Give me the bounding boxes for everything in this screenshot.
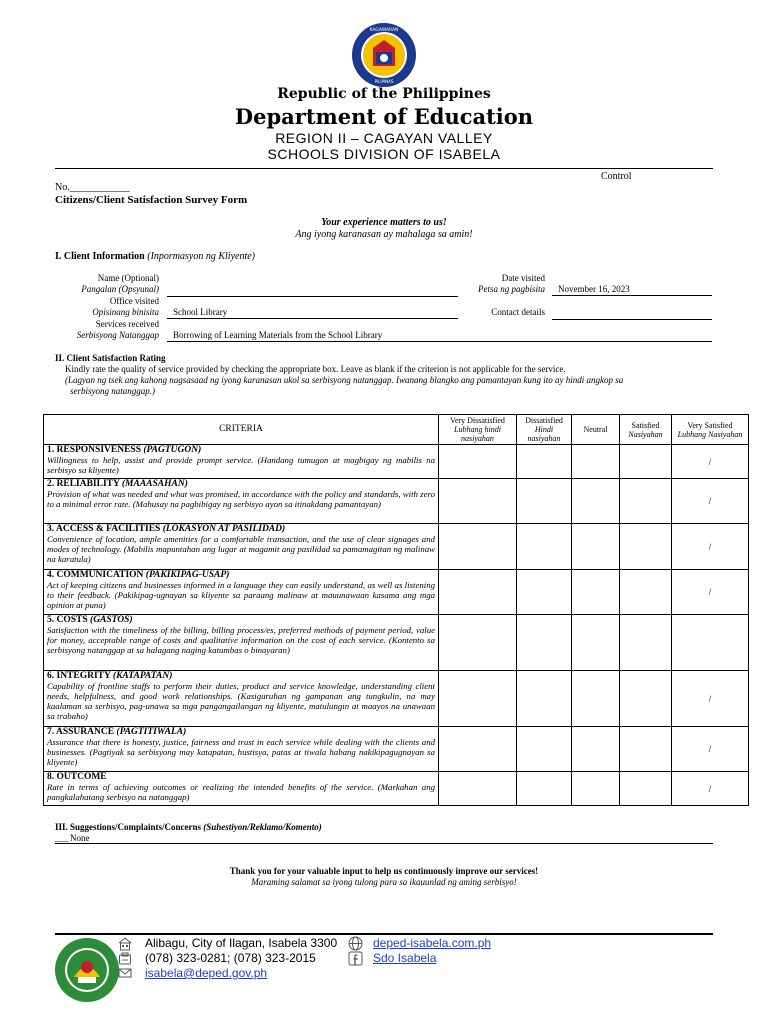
services-label-filipino: Serbisyong Natanggap	[76, 330, 159, 340]
suggestions-value[interactable]: None	[70, 833, 90, 843]
footer-divider	[55, 933, 713, 935]
check-cell[interactable]	[517, 671, 572, 727]
department-heading: Department of Education	[234, 104, 534, 129]
check-cell[interactable]	[439, 479, 517, 524]
col-very-dissatisfied: Very Dissatisfied Lubhang hindi nasiyahan	[439, 415, 517, 445]
check-cell[interactable]	[620, 445, 672, 479]
tagline-filipino: Ang iyong karanasan ay mahalaga sa amin!	[295, 229, 473, 240]
check-cell[interactable]	[439, 570, 517, 615]
check-cell[interactable]	[517, 570, 572, 615]
section2-instruction-filipino-cont: serbisyong natanggap.)	[70, 386, 155, 396]
date-label: Date visited	[501, 273, 545, 283]
table-row: 2. RELIABILITY (MAAASAHAN) Provision of what was needed and what was promised, in accordance with the policy and standards, with zero to a minimal error rate. (Mahusay na pagbibigay ng serbisyo ayon sa itinakdang pamantayan) /	[44, 479, 749, 524]
republic-heading: Republic of the Philippines	[277, 86, 491, 102]
check-cell[interactable]	[620, 524, 672, 570]
check-cell[interactable]	[439, 615, 517, 671]
check-cell[interactable]: /	[672, 570, 749, 615]
date-field[interactable]: November 16, 2023	[552, 284, 712, 296]
section1-title: I. Client Information (Inpormasyon ng Kliyente)	[55, 251, 255, 262]
sdo-isabela-seal-icon	[54, 937, 120, 1003]
check-cell[interactable]: /	[672, 524, 749, 570]
mail-icon	[118, 966, 132, 980]
header-divider	[55, 168, 713, 169]
section3-title: III. Suggestions/Complaints/Concerns (Suhestiyon/Reklamo/Komento)	[55, 822, 322, 832]
tagline: Your experience matters to us!	[321, 217, 447, 228]
table-row: 8. OUTCOME Rate in terms of achieving outcomes or realizing the intended benefits of the service. (Markahan ang pangkalahatang serbisyo na natanggap) /	[44, 772, 749, 806]
form-title: Citizens/Client Satisfaction Survey Form	[55, 194, 248, 206]
check-cell[interactable]	[439, 727, 517, 772]
col-very-satisfied: Very Satisfied Lubhang Nasiyahan	[672, 415, 749, 445]
section2-title: II. Client Satisfaction Rating	[55, 353, 166, 363]
facebook-icon	[348, 951, 363, 966]
check-cell[interactable]	[572, 570, 620, 615]
check-cell[interactable]	[517, 727, 572, 772]
footer-address: Alibagu, City of Ilagan, Isabela 3300	[145, 936, 338, 950]
check-cell[interactable]	[620, 479, 672, 524]
services-field[interactable]: Borrowing of Learning Materials from the School Library	[167, 330, 712, 342]
office-field[interactable]: School Library	[167, 307, 458, 319]
check-cell[interactable]	[572, 479, 620, 524]
section2-instruction: Kindly rate the quality of service provided by checking the appropriate box. Leave as blank if the criterion is not applicable for the service.	[65, 364, 566, 374]
division-heading: SCHOOLS DIVISION OF ISABELA	[267, 146, 501, 162]
check-cell[interactable]	[620, 772, 672, 806]
contact-label: Contact details	[491, 307, 545, 317]
footer-email-link[interactable]: isabela@deped.gov.ph	[145, 966, 268, 980]
check-cell[interactable]	[439, 445, 517, 479]
footer-phone: (078) 323-0281; (078) 323-2015	[145, 951, 316, 965]
rating-table-header	[44, 415, 749, 445]
check-cell[interactable]: /	[672, 445, 749, 479]
region-heading: REGION II – CAGAYAN VALLEY	[275, 130, 493, 146]
check-cell[interactable]	[517, 445, 572, 479]
deped-seal-icon	[351, 22, 417, 88]
check-cell[interactable]	[517, 524, 572, 570]
check-cell[interactable]	[620, 570, 672, 615]
check-cell[interactable]	[572, 615, 620, 671]
name-label: Name (Optional)	[97, 273, 159, 283]
check-cell[interactable]	[672, 615, 749, 671]
check-cell[interactable]	[517, 479, 572, 524]
table-row: 5. COSTS (GASTOS) Satisfaction with the timeliness of the billing, billing process/es, preferred methods of payment period, value for money, acceptable range of costs and qualitative information on the cost of each service. (Kontento sa serbisyong natanggap at sa halagang naging katumbas o binayaran)	[44, 615, 749, 671]
check-cell[interactable]	[572, 445, 620, 479]
check-cell[interactable]	[572, 727, 620, 772]
col-satisfied: Satisfied Nasiyahan	[620, 415, 672, 445]
check-cell[interactable]: /	[672, 727, 749, 772]
rating-table	[43, 414, 749, 806]
thank-you-text: Thank you for your valuable input to help us continuously improve our services!	[229, 866, 539, 876]
footer-website-link[interactable]: deped-isabela.com.ph	[373, 936, 492, 950]
table-row: 3. ACCESS & FACILITIES (LOKASYON AT PASILIDAD) Convenience of location, ample amenities for a comfortable transaction, and the use of clear signages and modes of technology. (Mabilis mapuntahan ang lugar at magamit ang pasilidad sa pamamagitan ng malinaw na karatula) /	[44, 524, 749, 570]
check-cell[interactable]	[439, 524, 517, 570]
check-cell[interactable]	[572, 772, 620, 806]
office-label: Office visited	[109, 296, 159, 306]
suggestions-prefix: ___	[55, 833, 69, 843]
check-cell[interactable]	[439, 671, 517, 727]
check-cell[interactable]	[572, 671, 620, 727]
check-cell[interactable]	[620, 727, 672, 772]
name-field[interactable]	[167, 284, 458, 297]
criteria-header: CRITERIA	[44, 415, 439, 445]
phone-icon	[118, 952, 132, 966]
footer-facebook-link[interactable]: Sdo Isabela	[373, 951, 437, 965]
services-label: Services received	[95, 319, 159, 329]
check-cell[interactable]	[517, 615, 572, 671]
section2-instruction-filipino: (Lagyan ng tsek ang kahong nagsasaad ng iyong karanasan ukol sa serbisyong natanggap. Iwanang blangko ang pamantayan kung ito ay hindi angkop sa	[65, 375, 624, 385]
check-cell[interactable]	[439, 772, 517, 806]
table-row: 7. ASSURANCE (PAGTITIWALA) Assurance that there is honesty, justice, fairness and trust in each service while dealing with the clients and businesses. (Pagtiyak sa serbisyong may katapatan, hustisya, patas at tiwala habang nakikipagugnayan sa kliyente) /	[44, 727, 749, 772]
table-row: 6. INTEGRITY (KATAPATAN) Capability of frontline staffs to perform their duties, product and service knowledge, understanding client needs, helpfulness, and good work relationships. (Kasiguruhan ng gampanan ang tungkulin, na may kaalaman sa serbisyo, pag-unawa sa mga pangangailangan ng kliyente, matulungin at maayos na unawaan sa trabaho) /	[44, 671, 749, 727]
name-label-filipino: Pangalan (Opsyunal)	[81, 284, 159, 294]
globe-icon	[348, 936, 363, 951]
table-row: 1. RESPONSIVENESS (PAGTUGON) Willingness to help, assist and provide prompt service. (Handang tumugon at magbigay ng mabilis na serbisyo sa kliyente) /	[44, 445, 749, 479]
check-cell[interactable]	[517, 772, 572, 806]
control-number: No.____________	[55, 182, 130, 193]
check-cell[interactable]: /	[672, 479, 749, 524]
check-cell[interactable]	[572, 524, 620, 570]
control-label: Control	[601, 171, 632, 182]
col-dissatisfied: Dissatisfied Hindi nasiyahan	[517, 415, 572, 445]
check-cell[interactable]: /	[672, 671, 749, 727]
suggestions-line	[55, 843, 713, 844]
svg-text:PILIPINAS: PILIPINAS	[374, 79, 394, 84]
table-row: 4. COMMUNICATION (PAKIKIPAG-USAP) Act of keeping citizens and businesses informed in a language they can easily understand, as well as listening to their feedback. (Pakikipag-ugnayan sa kliyente sa paraang malinaw at mauunawaan kasama ang mga opinion at puna) /	[44, 570, 749, 615]
building-icon	[118, 937, 132, 951]
check-cell[interactable]: /	[672, 772, 749, 806]
office-label-filipino: Opisinang binisita	[92, 307, 159, 317]
col-neutral: Neutral	[572, 415, 620, 445]
check-cell[interactable]	[620, 615, 672, 671]
date-label-filipino: Petsa ng pagbisita	[478, 284, 545, 294]
svg-text:KAGAWARAN: KAGAWARAN	[369, 28, 399, 33]
check-cell[interactable]	[620, 671, 672, 727]
thank-you-filipino: Maraming salamat sa iyong tulong para sa ikauunlad ng aming serbisyo!	[251, 877, 517, 887]
contact-field[interactable]	[552, 307, 712, 320]
